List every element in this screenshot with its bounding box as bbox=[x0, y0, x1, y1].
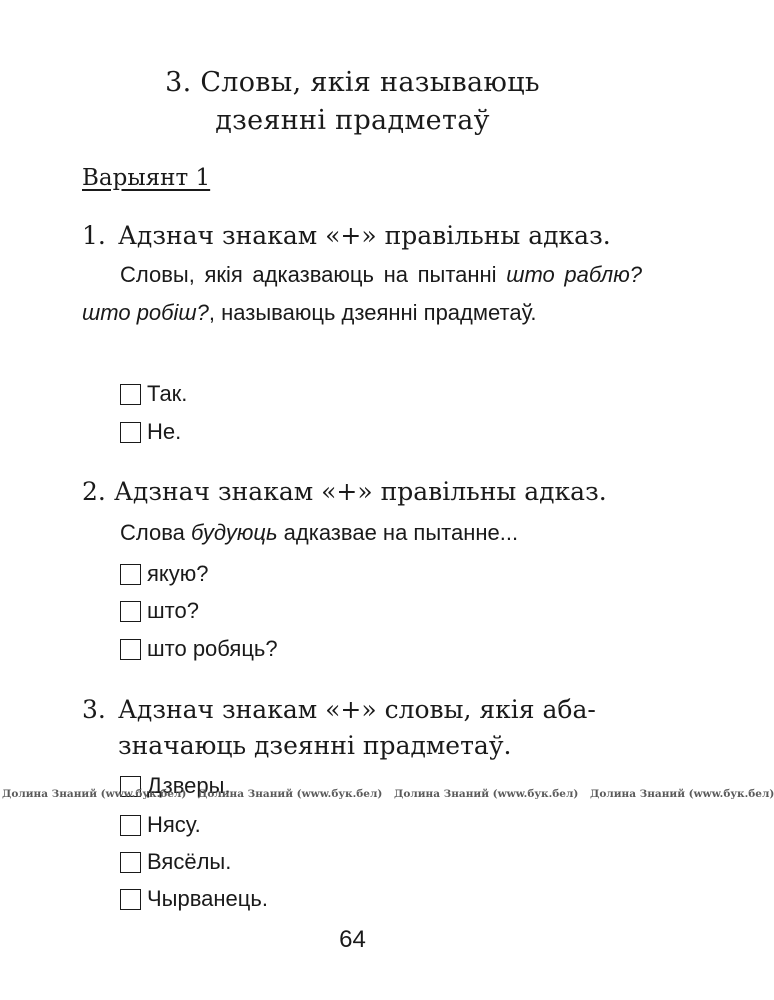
checkbox-icon[interactable] bbox=[120, 852, 141, 873]
option-label: што? bbox=[147, 598, 199, 623]
watermark-text: Долина Знаний (www.бук.бел) bbox=[590, 788, 774, 800]
option-label: Так. bbox=[147, 381, 188, 406]
question-3-text-line-2: значаюць дзеянні прадметаў. bbox=[118, 731, 512, 760]
question-2-prompt-start: Слова bbox=[120, 520, 185, 545]
option-label: Дзверы. bbox=[147, 773, 231, 798]
question-1-prompt-start: Словы, якія адказваюць на пытанні bbox=[120, 262, 497, 287]
page-number: 64 bbox=[339, 926, 366, 953]
question-1-prompt-end: , называюць дзеянні прадметаў. bbox=[208, 300, 537, 325]
question-2-prompt bbox=[120, 514, 518, 552]
option-label: Вясёлы. bbox=[147, 849, 232, 874]
question-3-option-2[interactable] bbox=[120, 810, 201, 840]
question-1-text: Адзнач знакам «+» правільны адказ. bbox=[118, 221, 611, 250]
question-3 bbox=[82, 692, 596, 764]
question-1-number: 1. bbox=[82, 221, 106, 250]
question-3-option-3[interactable] bbox=[120, 847, 231, 877]
question-3-text-line-1: Адзнач знакам «+» словы, якія аба- bbox=[118, 695, 596, 724]
option-label: якую? bbox=[147, 561, 209, 586]
section-title bbox=[0, 64, 705, 140]
question-2-prompt-italic: будуюць bbox=[191, 520, 278, 545]
watermark-text: Долина Знаний (www.бук.бел) bbox=[198, 788, 383, 800]
question-1-option-2[interactable] bbox=[120, 417, 181, 447]
option-label: Не. bbox=[147, 419, 182, 444]
option-label: Чырванець. bbox=[147, 886, 268, 911]
checkbox-icon[interactable] bbox=[120, 815, 141, 836]
question-2-option-2[interactable] bbox=[120, 596, 199, 626]
question-1 bbox=[82, 218, 611, 254]
variant-heading: Варыянт 1 bbox=[82, 165, 211, 191]
checkbox-icon[interactable] bbox=[120, 384, 141, 405]
question-2-text: Адзнач знакам «+» правільны адказ. bbox=[114, 477, 607, 506]
checkbox-icon[interactable] bbox=[120, 601, 141, 622]
question-2-number: 2. bbox=[82, 477, 106, 506]
option-label: што робяць? bbox=[147, 636, 278, 661]
question-1-option-1[interactable] bbox=[120, 379, 187, 409]
checkbox-icon[interactable] bbox=[120, 422, 141, 443]
question-2-prompt-end: адказвае на пытанне... bbox=[283, 520, 519, 545]
question-3-option-4[interactable] bbox=[120, 884, 268, 914]
question-1-prompt-italic: што раблю? што робіш? bbox=[82, 262, 642, 325]
watermark-text: Долина Знаний (www.бук.бел) bbox=[394, 788, 579, 800]
section-title-line-2: дзеянні прадметаў bbox=[215, 105, 490, 136]
watermark-text: Долина Знаний (www.бук.бел) bbox=[2, 788, 187, 800]
checkbox-icon[interactable] bbox=[120, 889, 141, 910]
question-3-number: 3. bbox=[82, 695, 106, 724]
section-title-line-1: 3. Словы, якія называюць bbox=[165, 67, 540, 98]
question-1-prompt bbox=[82, 256, 642, 332]
question-2 bbox=[82, 474, 607, 510]
checkbox-icon[interactable] bbox=[120, 564, 141, 585]
checkbox-icon[interactable] bbox=[120, 639, 141, 660]
option-label: Нясу. bbox=[147, 812, 201, 837]
question-2-option-1[interactable] bbox=[120, 559, 209, 589]
question-2-option-3[interactable] bbox=[120, 634, 278, 664]
